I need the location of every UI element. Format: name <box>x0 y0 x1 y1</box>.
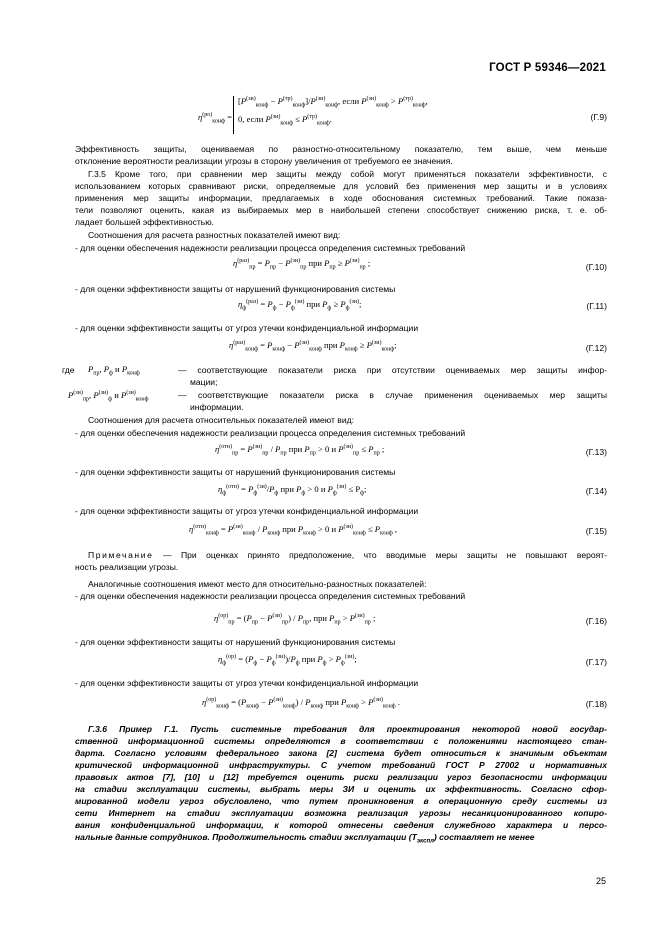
formula-number-g9: (Г.9) <box>590 112 607 122</box>
where-symbols-1: $P_{пр}$, $P_ф$ и $P_{конф}$ <box>88 364 140 377</box>
formula-g9-lhs: $\eta^{(ро)}_{конф}$ = <box>198 112 232 125</box>
bullet-line: - для оценки эффективности защиты от угроз утечки конфиденциальной информации <box>75 678 419 688</box>
example-line: сети Интернет на стадии эксплуатации возможна реализация угрозы несанкционированного копиро- <box>75 808 607 818</box>
page-number: 25 <box>595 876 606 886</box>
example-line: на стадии эксплуатации системы, выбрать меры ЗИ и оценить их эффективность. Согласно сфор- <box>75 784 607 794</box>
bullet-line: - для оценки эффективности защиты от нарушений функционирования системы <box>75 284 396 294</box>
formula-g11: $\eta_ф^{(раз)} = P_ф - P_ф^{(зи)}$ при $P_ф \ge P_ф^{(зи)}$; <box>238 299 362 312</box>
bullet-line: - для оценки эффективности защиты от угроз утечки конфиденциальной информации <box>75 506 419 516</box>
formula-g17: $\eta_ф^{(ор)} = (P_ф - P_ф^{(зи)})/P_ф$ при $P_ф > P_ф^{(зи)}$; <box>218 654 357 667</box>
symbol-t-subscript: экспл <box>416 838 434 845</box>
definition-line: мации; <box>190 377 218 387</box>
paragraph-line: применения мер защиты информации, предлагаемых в ходе обоснования системных требований. Такие показа- <box>75 193 607 203</box>
definition-line: информации. <box>190 402 244 412</box>
formula-g15: $\eta^{(отн)}_{конф} = P^{(зи)}_{конф} / P_{конф}$ при $P_{конф} > 0$ и $P^{(зи)}_{конф} \le P_{конф}$ , <box>189 524 398 537</box>
formula-g18: $\eta^{(ор)}_{конф} = (P_{конф} - P^{(зи)}_{конф}) / P_{конф}$ при $P_{конф} > P^{(зи)}_{конф}$ . <box>202 697 400 710</box>
bullet-line: - для оценки эффективности защиты от нарушений функционирования системы <box>75 467 396 477</box>
example-line: мированной модели угроз обусловлено, что путем проникновения в операционную среду системы из <box>75 796 607 806</box>
formula-number-g18: (Г.18) <box>585 699 607 709</box>
definition-line: — соответствующие показатели риска при отсутствии оцениваемых мер защиты инфор- <box>178 365 607 375</box>
bullet-line: - для оценки эффективности защиты от угроз утечки конфиденциальной информации <box>75 323 419 333</box>
example-text-end: ) составляет не менее <box>433 832 535 842</box>
bullet-line: - для оценки обеспечения надежности реализации процесса определения системных требований <box>75 591 466 601</box>
formula-number-g10: (Г.10) <box>585 262 607 272</box>
formula-g9-cases: $[P^{(зи)}_{конф} - P^{(тр)}_{конф}]/P^{(зи)}_{конф}$, если $P^{(зи)}_{конф} > P^{(тр)}_{конф}$, 0, если $P^{(зи)}_{конф} \le P^{(тр)}_{конф}$. <box>233 96 428 134</box>
paragraph-line: тели позволяют оценить, какая из выбираемых мер в наибольшей степени способствует снижению риска, т. е. об- <box>75 205 607 215</box>
definition-line: — соответствующие показатели риска в случае применения оцениваемых мер защиты <box>178 390 607 400</box>
example-line: вания конфиденциальной информации, к которой отнесены сведения служебного характера и персо- <box>75 820 607 830</box>
formula-g10: $\eta^{(раз)}_{пр} = P_{пр} - P^{(зи)}_{пр}$ при $P_{пр} \ge P^{(зи)}_{пр}$ ; <box>233 258 371 271</box>
example-line: дарта. Согласно условиям федерального закона [2] система будет относиться к значимым объектам <box>75 748 607 758</box>
example-text: нальные данные сотрудников. Продолжительность стадии эксплуатации ( <box>75 832 412 842</box>
paragraph-line: Соотношения для расчета разностных показателей имеют вид: <box>88 230 341 240</box>
formula-g12: $\eta^{(раз)}_{конф} = P_{конф} - P^{(зи)}_{конф}$ при $P_{конф} \ge P^{(зи)}_{конф}$; <box>229 340 397 353</box>
note-text: — При оценках принято предположение, что вводимые меры защиты не повышают вероят- <box>153 550 607 560</box>
paragraph-line: использованием которых сравнивают риски, определяемые для условий без применения мер защиты и в условиях <box>75 181 607 191</box>
paragraph-line: ладает большей эффективностью. <box>75 217 215 227</box>
example-line: правовых актов [7], [10] и [12] требуется оценить риски реализации угроз безопасности информации <box>75 772 607 782</box>
formula-g14: $\eta_ф^{(отн)} = P_ф^{(зи)}/P_ф$ при $P_ф > 0$ и $P_ф^{(зи)} \le P_ф$; <box>218 484 367 497</box>
note-label: Примечание <box>88 550 154 560</box>
formula-number-g11: (Г.11) <box>586 301 607 311</box>
example-line-last <box>75 831 607 844</box>
formula-number-g16: (Г.16) <box>585 616 607 626</box>
paragraph-line: Соотношения для расчета относительных показателей имеют вид: <box>88 415 354 425</box>
note-line: ность реализации угрозы. <box>75 562 179 572</box>
document-code-header: ГОСТ Р 59346—2021 <box>489 62 606 74</box>
paragraph-line: Эффективность защиты, оцениваемая по разностно-относительному показателю, тем выше, чем меньше <box>75 144 607 154</box>
paragraph-line: отклонение вероятности реализации угрозы в сторону увеличения от требуемого ее значения. <box>75 156 453 166</box>
example-line: ственной информационной системы определяются в соответствии с положениями настоящего стан- <box>75 736 607 746</box>
symbol-t: T <box>411 832 417 842</box>
bullet-line: - для оценки обеспечения надежности реализации процесса определения системных требований <box>75 243 466 253</box>
bullet-line: - для оценки обеспечения надежности реализации процесса определения системных требований <box>75 428 466 438</box>
bullet-line: - для оценки эффективности защиты от нарушений функционирования системы <box>75 637 396 647</box>
formula-number-g12: (Г.12) <box>585 343 607 353</box>
formula-number-g13: (Г.13) <box>585 447 607 457</box>
formula-number-g17: (Г.17) <box>585 657 607 667</box>
example-line: Г.3.6 Пример Г.1. Пусть системные требования для проектирования некоторой новой государ- <box>88 724 607 734</box>
formula-number-g14: (Г.14) <box>585 486 607 496</box>
formula-g16: $\eta^{(ор)}_{пр} = (P_{пр} - P^{(зи)}_{пр}) / P_{пр}$, при $P_{пр} > P^{(зи)}_{пр}$ ; <box>214 613 376 626</box>
paragraph-line: Г.3.5 Кроме того, при сравнении мер защиты между собой могут применяться показатели эффективности, с <box>88 169 607 179</box>
formula-number-g15: (Г.15) <box>585 526 607 536</box>
formula-g13: $\eta^{(отн)}_{пр} = P^{(зи)}_{пр} / P_{пр}$ при $P_{пр} > 0$ и $P^{(зи)}_{пр} \le P_{пр}$ ; <box>215 444 385 457</box>
where-label: где <box>62 365 75 375</box>
where-symbols-2: $P^{(зи)}_{пр}$, $P^{(зи)}_ф$ и $P^{(зи)}_{конф}$ <box>68 390 149 403</box>
example-line: критической информационной инфраструктуры. С учетом требований ГОСТ Р 27002 и нормативных <box>75 760 607 770</box>
paragraph-line: Аналогичные соотношения имеют место для относительно-разностных показателей: <box>88 579 427 589</box>
